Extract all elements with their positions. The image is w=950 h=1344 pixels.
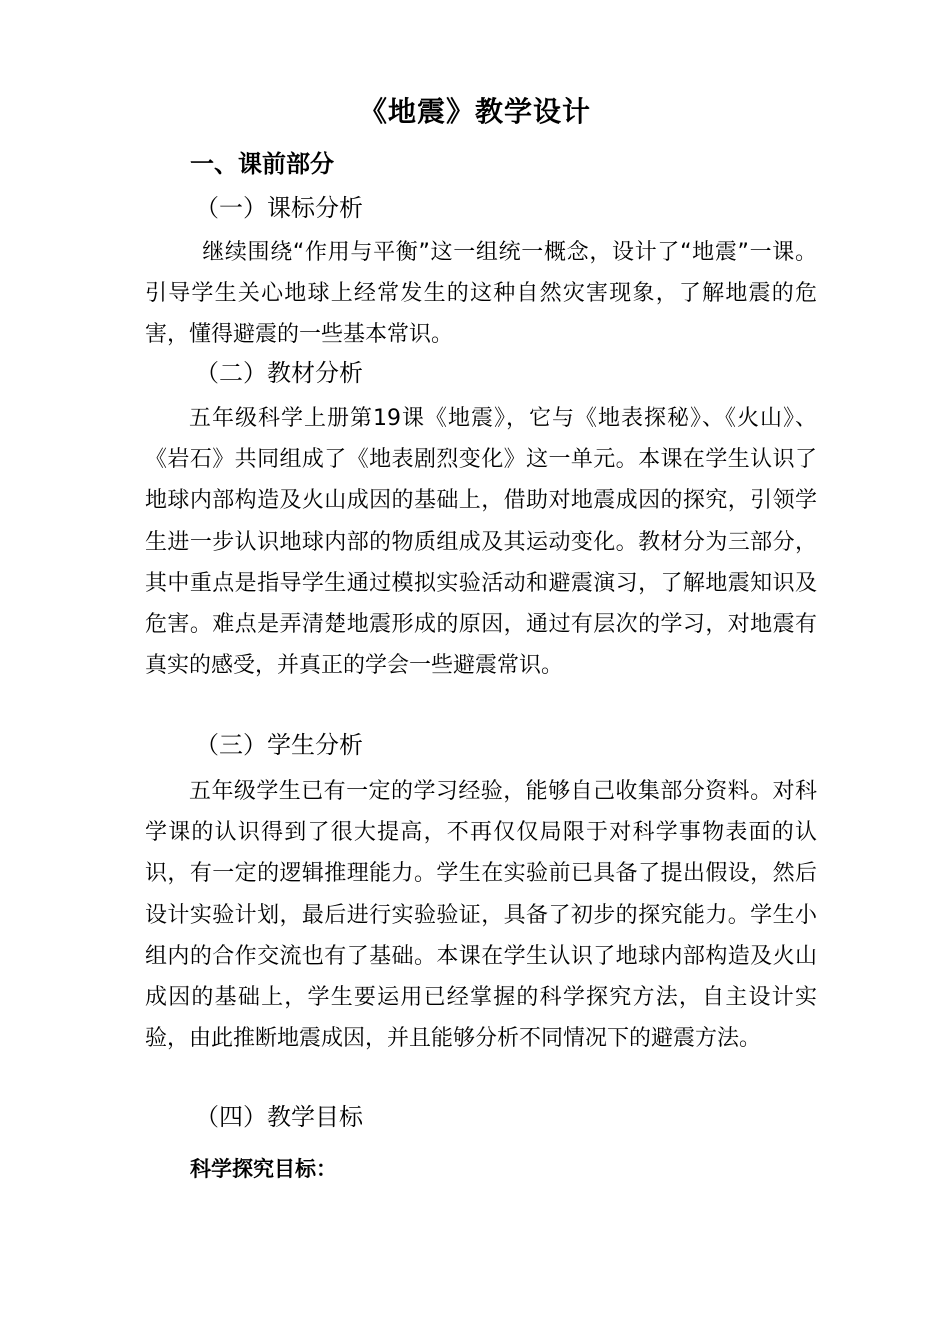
subsection-heading-objectives: （四）教学目标 [195,1103,363,1131]
paragraph-curriculum-analysis: 继续围绕“作用与平衡”这一组统一概念，设计了“地震”一课。引导学生关心地球上经常发生的这种自然灾害现象，了解地震的危害，懂得避震的一些基本常识。 [145,240,817,348]
paragraph-textbook-analysis: 五年级科学上册第19课《地震》，它与《地表探秘》、《火山》、《岩石》共同组成了《地表剧烈变化》这一单元。本课在学生认识了地球内部构造及火山成因的基础上，借助对地震成因的探究，引领学生进一步认识地球内部的物质组成及其运动变化。教材分为三部分，其中重点是指导学生通过模拟实验活动和避震演习，了解地震知识及危害。难点是弄清楚地震形成的原因，通过有层次的学习，对地震有真实的感受，并真正的学会一些避震常识。 [145,406,817,679]
paragraph-student-analysis: 五年级学生已有一定的学习经验，能够自己收集部分资料。对科学课的认识得到了很大提高，不再仅仅局限于对科学事物表面的认识，有一定的逻辑推理能力。学生在实验前已具备了提出假设，然后设计实验计划，最后进行实验验证，具备了初步的探究能力。学生小组内的合作交流也有了基础。本课在学生认识了地球内部构造及火山成因的基础上，学生要运用已经掌握的科学探究方法，自主设计实验，由此推断地震成因，并且能够分析不同情况下的避震方法。 [145,779,817,1052]
subsection-heading-curriculum: （一）课标分析 [195,194,363,222]
section-heading-pre-class: 一、课前部分 [190,150,334,178]
subsection-heading-textbook: （二）教材分析 [195,359,363,387]
objective-heading-scientific-inquiry: 科学探究目标： [190,1157,337,1181]
document-title: 《地震》教学设计 [358,95,591,128]
subsection-heading-students: （三）学生分析 [195,731,363,759]
